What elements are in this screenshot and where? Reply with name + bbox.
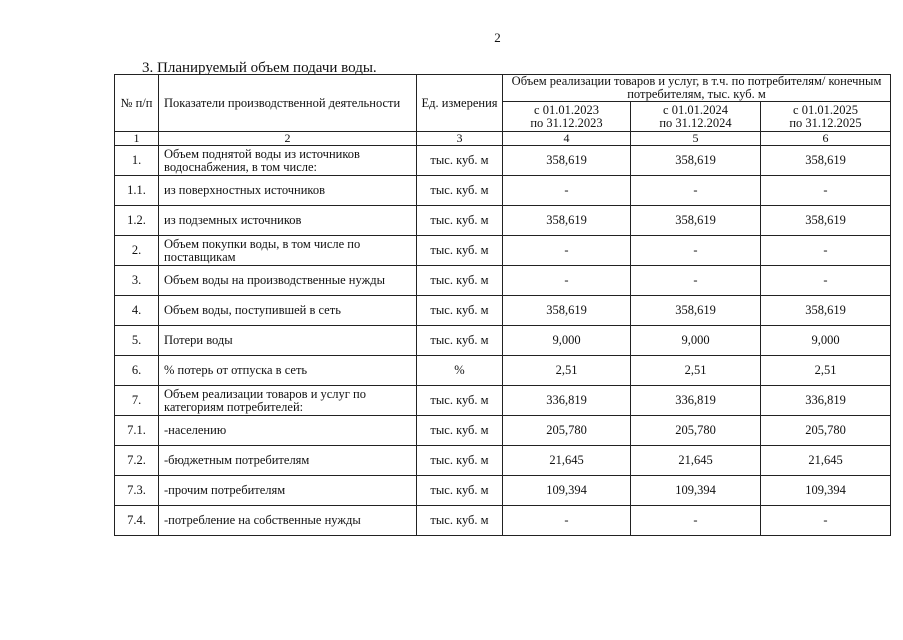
table-row <box>115 416 891 446</box>
row-value-2024-cell: 2,51 <box>631 356 761 386</box>
header-volume-group: Объем реализации товаров и услуг, в т.ч. по потребителям/ конечным потребителям, тыс. куб. м <box>503 75 891 102</box>
period-2023-to: по 31.12.2023 <box>530 115 603 130</box>
period-2025-from: с 01.01.2025 <box>793 102 858 117</box>
row-number-cell: 1.2. <box>115 206 159 236</box>
row-number-cell: 7. <box>115 386 159 416</box>
table-row <box>115 266 891 296</box>
row-indicator-cell: Объем воды, поступившей в сеть <box>159 296 417 326</box>
table-row <box>115 386 891 416</box>
row-unit-cell: % <box>417 356 503 386</box>
header-num: № п/п <box>115 75 159 132</box>
row-unit-cell: тыс. куб. м <box>417 206 503 236</box>
row-value-2024-cell: 109,394 <box>631 476 761 506</box>
header-indicator: Показатели производственной деятельности <box>159 75 417 132</box>
section-title: 3. Планируемый объем подачи воды. <box>142 60 377 76</box>
column-number-row <box>115 132 891 146</box>
period-2023-from: с 01.01.2023 <box>534 102 599 117</box>
row-number-cell: 7.4. <box>115 506 159 536</box>
row-indicator-cell: -прочим потребителям <box>159 476 417 506</box>
row-number-cell: 1.1. <box>115 176 159 206</box>
row-value-2025-cell: - <box>761 176 891 206</box>
row-unit-cell: тыс. куб. м <box>417 416 503 446</box>
row-unit-cell: тыс. куб. м <box>417 146 503 176</box>
row-value-2023-cell: 109,394 <box>503 476 631 506</box>
row-value-2024-cell: 358,619 <box>631 296 761 326</box>
row-indicator-cell: -бюджетным потребителям <box>159 446 417 476</box>
column-number: 6 <box>761 132 891 146</box>
row-value-2024-cell: 205,780 <box>631 416 761 446</box>
row-number-cell: 7.1. <box>115 416 159 446</box>
row-unit-cell: тыс. куб. м <box>417 326 503 356</box>
row-indicator-cell: из поверхностных источников <box>159 176 417 206</box>
row-value-2023-cell: 205,780 <box>503 416 631 446</box>
page-number: 2 <box>494 30 501 45</box>
row-unit-cell: тыс. куб. м <box>417 476 503 506</box>
column-number: 2 <box>159 132 417 146</box>
row-unit-cell: тыс. куб. м <box>417 506 503 536</box>
column-number: 3 <box>417 132 503 146</box>
column-number: 4 <box>503 132 631 146</box>
row-indicator-cell: Объем реализации товаров и услуг по категориям потребителей: <box>159 386 417 416</box>
table-row <box>115 206 891 236</box>
row-unit-cell: тыс. куб. м <box>417 176 503 206</box>
table-row <box>115 176 891 206</box>
table-row <box>115 506 891 536</box>
header-unit: Ед. измерения <box>417 75 503 132</box>
row-value-2023-cell: - <box>503 266 631 296</box>
row-unit-cell: тыс. куб. м <box>417 386 503 416</box>
water-supply-table <box>114 74 891 536</box>
table-row <box>115 446 891 476</box>
row-number-cell: 3. <box>115 266 159 296</box>
row-indicator-cell: Объем поднятой воды из источников водоснабжения, в том числе: <box>159 146 417 176</box>
table-row <box>115 296 891 326</box>
row-number-cell: 6. <box>115 356 159 386</box>
row-indicator-cell: -потребление на собственные нужды <box>159 506 417 536</box>
row-indicator-cell: Потери воды <box>159 326 417 356</box>
row-value-2024-cell: 358,619 <box>631 146 761 176</box>
row-value-2024-cell: 358,619 <box>631 206 761 236</box>
table-body <box>115 146 891 536</box>
column-number: 1 <box>115 132 159 146</box>
row-value-2023-cell: 336,819 <box>503 386 631 416</box>
table-row <box>115 356 891 386</box>
row-value-2024-cell: - <box>631 266 761 296</box>
row-number-cell: 4. <box>115 296 159 326</box>
row-indicator-cell: из подземных источников <box>159 206 417 236</box>
row-value-2024-cell: - <box>631 176 761 206</box>
row-unit-cell: тыс. куб. м <box>417 236 503 266</box>
row-value-2023-cell: - <box>503 506 631 536</box>
row-value-2025-cell: 336,819 <box>761 386 891 416</box>
row-number-cell: 1. <box>115 146 159 176</box>
row-value-2023-cell: 358,619 <box>503 146 631 176</box>
row-value-2025-cell: - <box>761 266 891 296</box>
row-value-2025-cell: 21,645 <box>761 446 891 476</box>
row-indicator-cell: Объем воды на производственные нужды <box>159 266 417 296</box>
table-row <box>115 146 891 176</box>
header-period-2024 <box>631 102 761 132</box>
row-value-2025-cell: 205,780 <box>761 416 891 446</box>
row-number-cell: 7.2. <box>115 446 159 476</box>
row-indicator-cell: -населению <box>159 416 417 446</box>
row-indicator-cell: Объем покупки воды, в том числе по поставщикам <box>159 236 417 266</box>
row-value-2024-cell: 9,000 <box>631 326 761 356</box>
row-value-2023-cell: 9,000 <box>503 326 631 356</box>
row-value-2023-cell: - <box>503 236 631 266</box>
row-value-2025-cell: - <box>761 236 891 266</box>
row-value-2023-cell: 358,619 <box>503 296 631 326</box>
row-value-2025-cell: 358,619 <box>761 296 891 326</box>
header-period-2023 <box>503 102 631 132</box>
period-2024-from: с 01.01.2024 <box>663 102 728 117</box>
table-row <box>115 236 891 266</box>
row-value-2024-cell: 336,819 <box>631 386 761 416</box>
row-value-2025-cell: 109,394 <box>761 476 891 506</box>
row-unit-cell: тыс. куб. м <box>417 296 503 326</box>
row-number-cell: 7.3. <box>115 476 159 506</box>
row-value-2024-cell: - <box>631 506 761 536</box>
table-row <box>115 476 891 506</box>
row-value-2024-cell: - <box>631 236 761 266</box>
row-number-cell: 2. <box>115 236 159 266</box>
row-value-2025-cell: 358,619 <box>761 206 891 236</box>
period-2025-to: по 31.12.2025 <box>789 115 862 130</box>
row-number-cell: 5. <box>115 326 159 356</box>
column-number: 5 <box>631 132 761 146</box>
row-value-2023-cell: 2,51 <box>503 356 631 386</box>
table-row <box>115 326 891 356</box>
row-value-2025-cell: - <box>761 506 891 536</box>
row-value-2023-cell: - <box>503 176 631 206</box>
row-value-2023-cell: 358,619 <box>503 206 631 236</box>
row-value-2025-cell: 358,619 <box>761 146 891 176</box>
header-period-2025 <box>761 102 891 132</box>
row-unit-cell: тыс. куб. м <box>417 266 503 296</box>
row-unit-cell: тыс. куб. м <box>417 446 503 476</box>
row-value-2024-cell: 21,645 <box>631 446 761 476</box>
row-value-2025-cell: 9,000 <box>761 326 891 356</box>
row-value-2025-cell: 2,51 <box>761 356 891 386</box>
period-2024-to: по 31.12.2024 <box>659 115 732 130</box>
row-value-2023-cell: 21,645 <box>503 446 631 476</box>
row-indicator-cell: % потерь от отпуска в сеть <box>159 356 417 386</box>
